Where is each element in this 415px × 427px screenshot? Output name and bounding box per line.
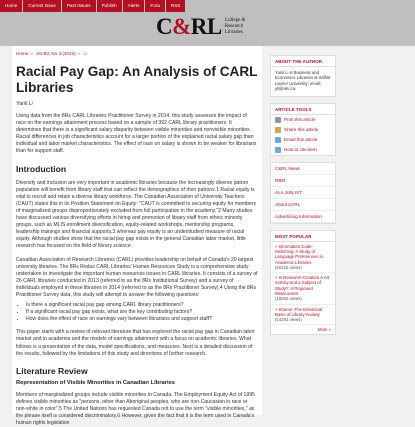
section-heading-introduction: Introduction [16, 163, 67, 174]
popular-item[interactable]: » Is Research-Creation A Art Activity and a Subject of Study?: A Proposed Metacontest (18502 views) [271, 273, 335, 304]
intro-paragraph-1: Diversity and inclusion are very important in academic libraries because the increasingly diverse patron population will benefit from library staff that can reflect the demographics of their patrons.1 Racial equity is vital to recruit and retain a diverse library workforce. The Canadian Association of University Teachers (CAUT) states this in its Position Statement on Equity: "CAUT is committed to securing equity for members of marginalized groups disproportionately excluded from full participation in the academy."2 Many studies have discussed various diversifying efforts in hiring and promotion of library staff from ethnic minority groups, such as MLIS enrollment diversification, equity-related workshops, mentorship programs, leadership trainings and financial supports,3 whereas pay equity is an understudied measure of racial equity. Although studies show that the racial pay gap exists in the general Canadian labor market, little research has focused on the field of library science. [16, 179, 257, 250]
article-author: Yanli Li [16, 101, 33, 107]
link-crl-news[interactable]: C&RL News [271, 163, 335, 175]
site-header [0, 0, 415, 46]
subsection-heading: Representation of Visible Minorities in Canadian Libraries [16, 379, 176, 386]
link-advertising[interactable]: Advertising Information [271, 211, 335, 223]
nav-alerts[interactable]: Alerts [123, 0, 145, 12]
article-tools-heading: ARTICLE TOOLS [271, 104, 335, 115]
crl-logo[interactable] [156, 14, 245, 40]
related-links-box [270, 162, 336, 224]
nav-publish[interactable]: Publish [97, 0, 122, 12]
intro-paragraph-2: Canadian Association of Research Libraries (CARL) provides leadership on behalf of Canada's 29 largest university libraries. The 8Rs Redux CARL Libraries' Human Resources Study is a comprehensive study undertaken to investigate the important human resources issues in CARL libraries. It consists of a survey of 26 CARL libraries conducted in 2013 (referred to as the 8Rs Institutional Survey) and a survey of individuals employed in these libraries in 2014 (referred to as the 8Rs Practitioner Survey).4 Using the 8Rs Practitioner Survey data, this study will attempt to answer the following questions: [16, 256, 258, 298]
cite-item-link[interactable]: How to cite item [271, 145, 335, 155]
logo-mark: C&RL [156, 14, 222, 39]
about-author-heading: ABOUT THE AUTHOR [271, 56, 335, 67]
share-icon [275, 127, 281, 133]
email-article-link[interactable]: Email this article [271, 135, 335, 145]
breadcrumb-issue[interactable]: Vol 83, No 3 (2022) [36, 51, 76, 56]
cite-icon [275, 147, 281, 153]
research-questions [16, 302, 258, 323]
logo-wordmark: College & Research Libraries [224, 18, 246, 35]
nav-home[interactable]: Home [0, 0, 22, 12]
nav-current-issue[interactable]: Current Issue [23, 0, 61, 12]
most-popular-box [270, 230, 336, 336]
print-icon [275, 117, 281, 123]
main-nav [0, 0, 186, 12]
sidebar [270, 55, 336, 341]
email-icon [275, 137, 281, 143]
nav-past-issues[interactable]: Past Issues [62, 0, 96, 12]
link-rbm[interactable]: RBM [271, 175, 335, 187]
research-question-3: • How does the effect of race on earnings vary between librarians and support staff? [26, 316, 258, 323]
intro-paragraph-3: This paper starts with a review of relevant literature that has explored the racial pay gap in Canadian labor market and in academia and the models of earnings attainment with a focus on academic libraries. What follows is a presentation of the data, model specifications, and measures. Next is a detailed discussion of the results, followed by the limitations of this study and directions of further research. [16, 329, 255, 357]
article-tools-box [270, 103, 336, 156]
popular-item[interactable]: » Information Code-Switching: A Study of Language Preferences in Academic Libraries (20215 views) [271, 242, 335, 273]
breadcrumb-home[interactable]: Home [16, 51, 29, 56]
nav-rss[interactable]: RSS [166, 0, 185, 12]
popular-item[interactable]: » Shame: The Emotional Basis of Library Anxiety (14281 views) [271, 305, 335, 326]
research-question-2: • If a significant racial pay gap exists, what are the key contributing factors? [26, 309, 258, 316]
link-about-acrl[interactable]: About ACRL [271, 199, 335, 211]
section-heading-literature-review: Literature Review [16, 365, 88, 376]
nav-fora[interactable]: Fora [145, 0, 164, 12]
breadcrumb: Home » Vol 83, No 3 (2022) » Li [16, 51, 88, 56]
most-popular-heading: MOST POPULAR [271, 231, 335, 242]
about-author-box [270, 55, 336, 97]
print-article-link[interactable]: Print this article [271, 115, 335, 125]
breadcrumb-current: Li [83, 51, 88, 56]
research-question-1: • Is there a significant racial pay gap among CARL library practitioners? [26, 302, 258, 309]
article-title: Racial Pay Gap: An Analysis of CARL Libraries [16, 64, 258, 95]
article-abstract: Using data from the 8Rs CARL Libraries Practitioner Survey in 2014, this study assesses the impact of race on the earnings attainment process based on a sample of 392 CARL library practitioners. It determines that there is a significant salary disparity between visible minorities and nonvisible minorities. Racial differences in job characteristics account for a larger portion of the explained racial salary gap than individual and labor market characteristics. The effect of race on salary is shown to be weaker for librarians than for support staff. [16, 113, 257, 155]
share-article-link[interactable]: Share this article [271, 125, 335, 135]
link-ala-joblist[interactable]: ALA JobLIST [271, 187, 335, 199]
more-popular-link[interactable]: More » [317, 327, 331, 333]
about-author-text: Yanli Li is Business and Economics Librarian at Wilfrid Laurier University; email: yli@wlu.ca. [275, 70, 331, 92]
lit-paragraph-1: Members of marginalized groups include visible minorities in Canada. The Employment Equity Act of 1995 defines visible minorities as "persons, other than Aboriginal peoples, who are non-Caucasian in race or non-white in color".5 The United Nations has requested Canada not to use the term "visible minorities," as the phrase itself is considered discriminatory.6 However, given the fact that it is the term used in Canada's human rights legislation [16, 391, 255, 427]
article-main [12, 46, 262, 427]
